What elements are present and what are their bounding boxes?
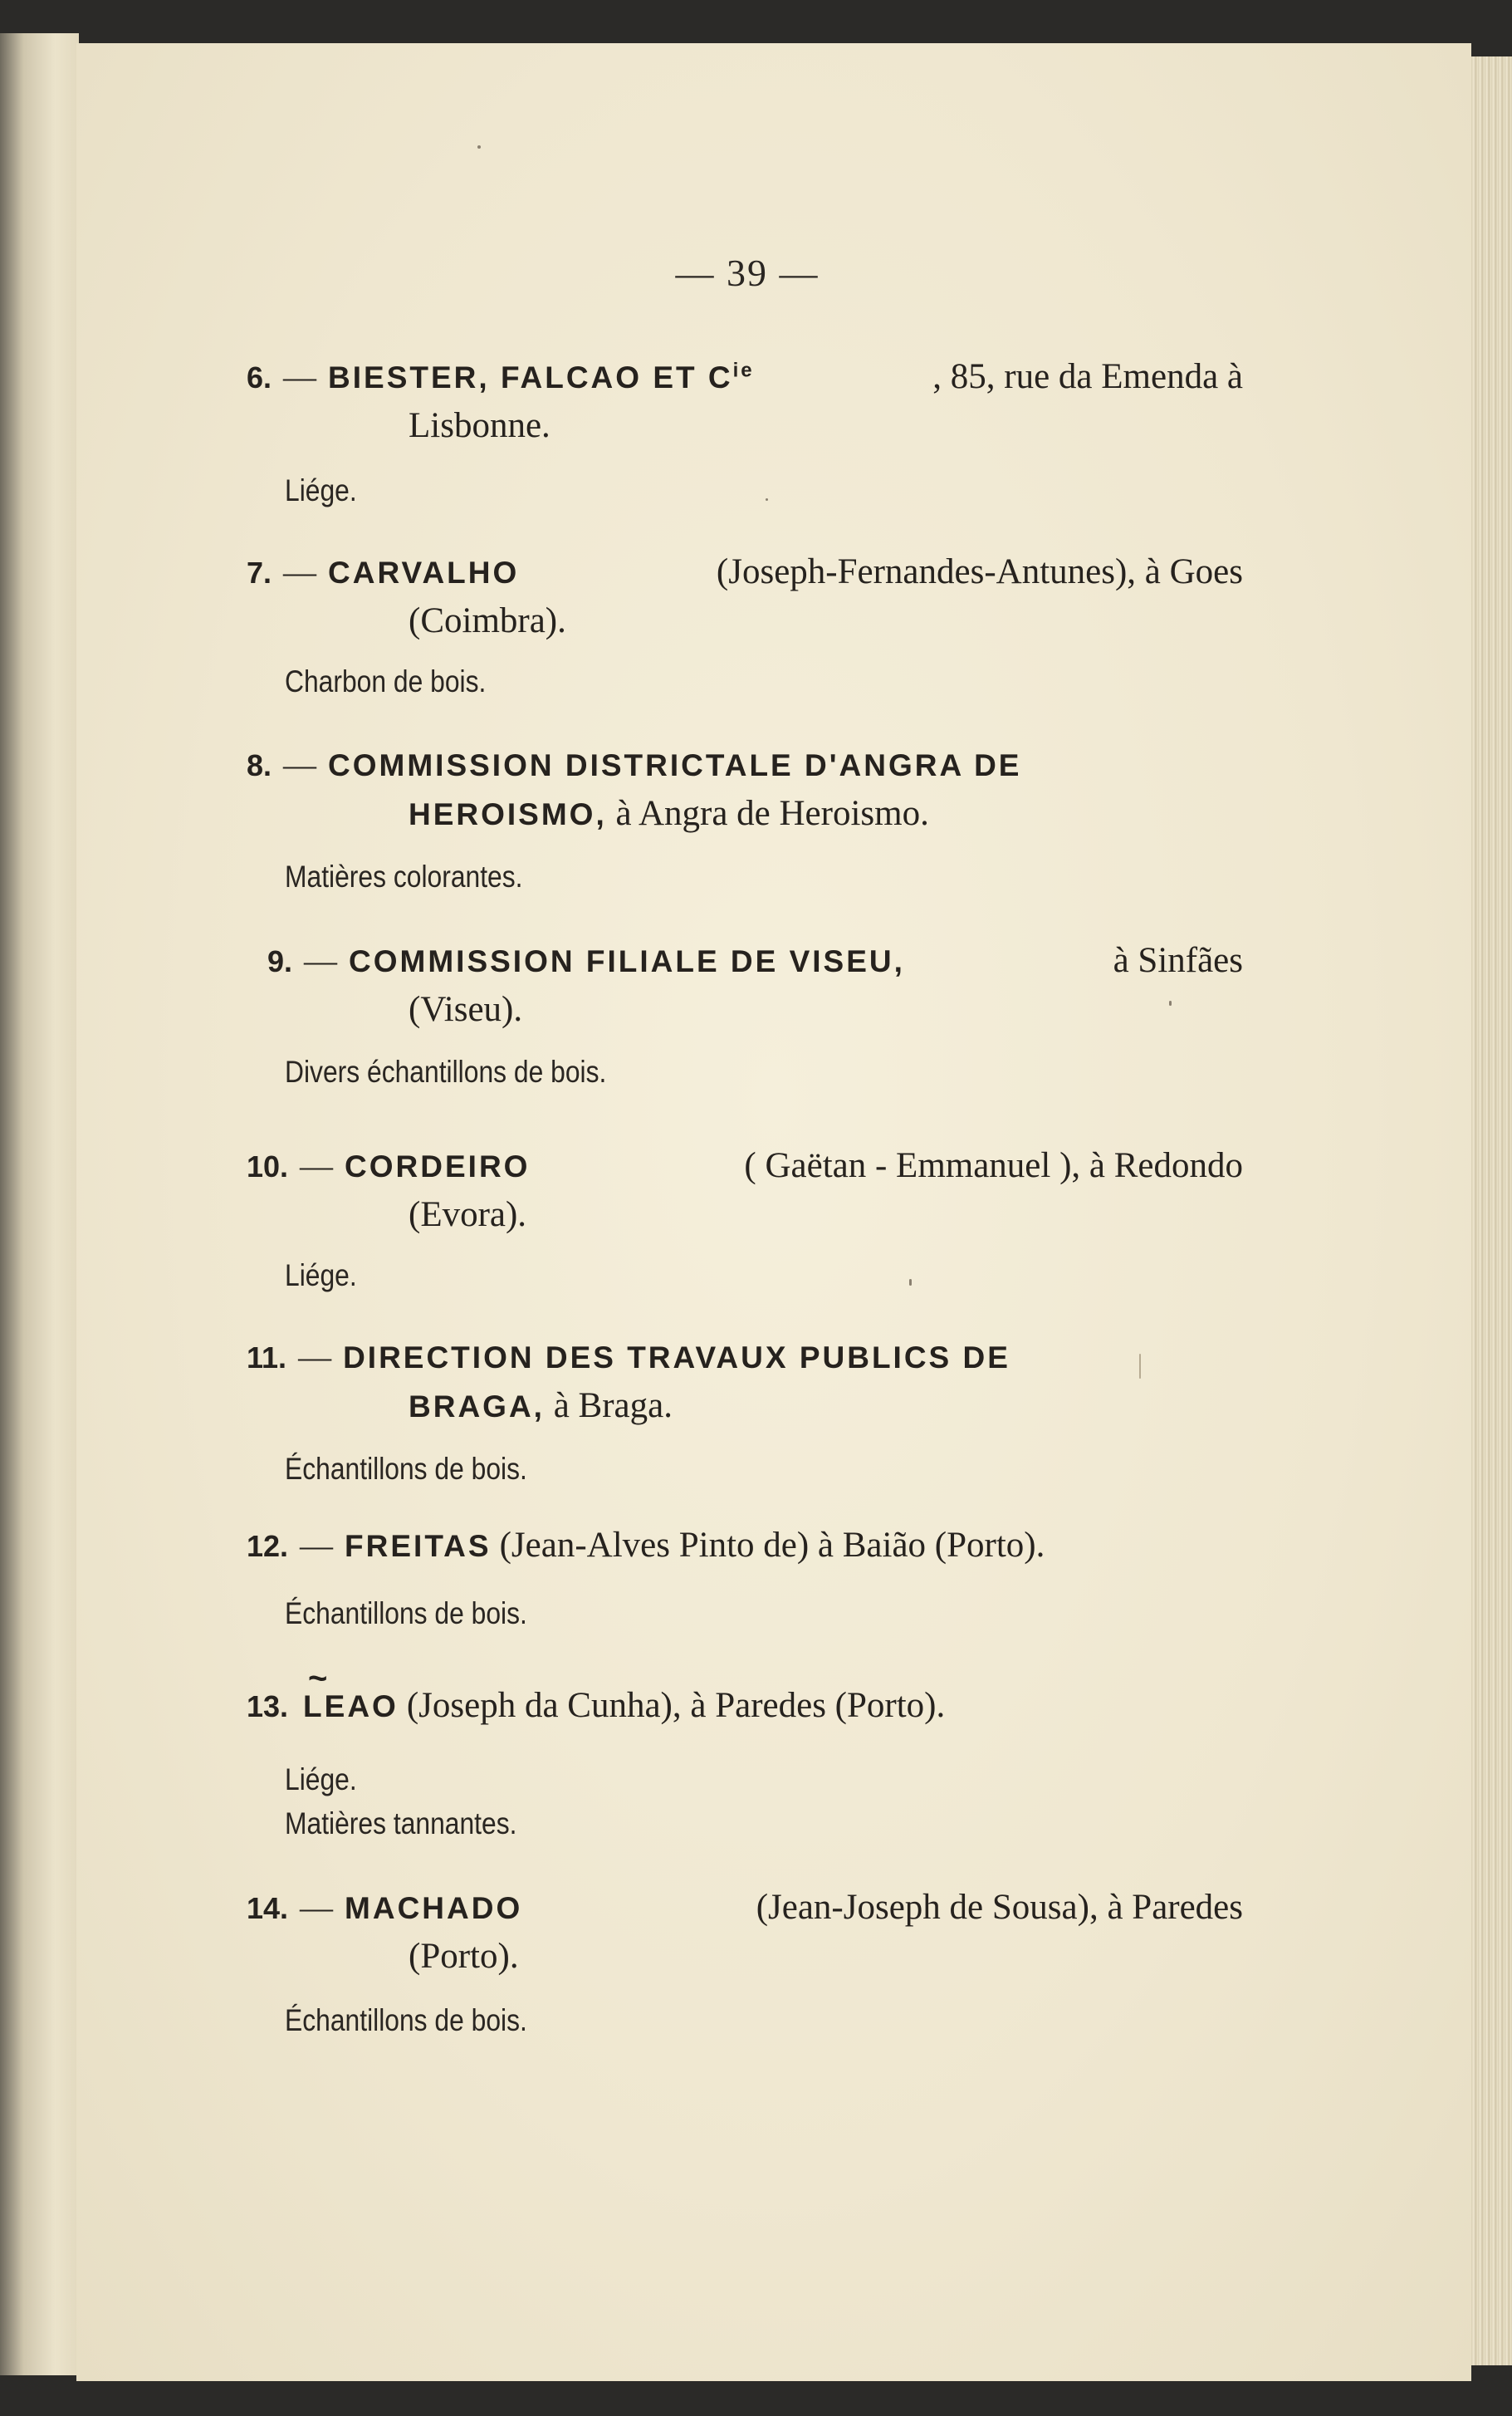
entry-name: BIESTER, FALCAO ET $C^{ie}$	[328, 359, 755, 394]
entry-dash: —	[283, 746, 317, 783]
entry-continuation: à Braga.	[544, 1386, 673, 1425]
entry-name: CARVALHO	[328, 556, 520, 590]
entry-number: 11.	[247, 1340, 287, 1375]
entry-name-continuation: BRAGA,	[409, 1389, 545, 1424]
entry-number: 6.	[247, 360, 272, 394]
entry-12	[247, 1522, 1243, 1571]
entry-number: 12.	[247, 1529, 289, 1563]
entry-note: Échantillons de bois.	[285, 1452, 527, 1486]
paper-speck	[766, 498, 768, 501]
entry-note: Liége.	[285, 1258, 357, 1292]
entry-dash: —	[304, 942, 338, 979]
entry-address: à Sinfães	[1113, 941, 1243, 980]
entry-8	[247, 741, 1243, 839]
entry-7	[247, 548, 1243, 645]
entry-note: Divers échantillons de bois.	[285, 1055, 607, 1089]
entry-name: CORDEIRO	[345, 1149, 531, 1183]
entry-note: Matières tannantes.	[285, 1806, 517, 1840]
entry-14	[247, 1884, 1243, 1981]
entry-number: 7.	[247, 556, 272, 590]
entry-continuation: (Porto).	[409, 1937, 519, 1976]
entry-continuation: (Evora).	[409, 1195, 527, 1234]
entry-name: COMMISSION FILIALE DE VISEU,	[349, 944, 905, 978]
paper-speck	[1139, 1354, 1141, 1379]
entry-address: (Jean-Joseph de Sousa), à Paredes	[756, 1888, 1243, 1927]
entry-number: 8.	[247, 748, 272, 782]
entry-continuation: (Viseu).	[409, 990, 523, 1029]
entry-number: 14.	[247, 1891, 289, 1925]
entry-address: (Joseph-Fernandes-Antunes), à Goes	[716, 552, 1243, 591]
entry-note: Échantillons de bois.	[285, 1596, 527, 1630]
entry-note: Matières colorantes.	[285, 860, 523, 894]
entry-dash: —	[298, 1338, 332, 1375]
entry-note: Liége.	[285, 473, 357, 507]
entry-number: 13.	[247, 1689, 289, 1723]
entry-dash: —	[300, 1147, 334, 1184]
entry-13	[247, 1682, 1243, 1731]
entry-name: FREITAS	[345, 1529, 492, 1563]
paper-speck	[909, 1279, 912, 1286]
page-number: — 39 —	[675, 252, 820, 294]
entry-number: 9.	[267, 944, 293, 978]
entry-number: 10.	[247, 1149, 289, 1183]
paper-speck	[477, 145, 481, 149]
entry-name: MACHADO	[345, 1891, 523, 1925]
entry-9	[267, 937, 1243, 1034]
entry-name: DIRECTION DES TRAVAUX PUBLICS DE	[343, 1340, 1010, 1375]
entry-address: (Jean-Alves Pinto de) à Baião (Porto).	[499, 1526, 1045, 1565]
entry-name: ~ LEAO	[303, 1683, 399, 1731]
entry-6	[247, 353, 1243, 450]
entry-dash: —	[300, 1527, 334, 1564]
entry-address: , 85, rue da Emenda à	[932, 357, 1243, 396]
entry-dash: —	[283, 358, 317, 395]
entry-continuation: (Coimbra).	[409, 601, 566, 640]
entry-11	[247, 1333, 1243, 1431]
paper-speck	[1169, 1001, 1172, 1006]
entry-dash: —	[300, 1889, 334, 1926]
entry-address: (Joseph da Cunha), à Paredes (Porto).	[406, 1686, 946, 1725]
entry-name: COMMISSION DISTRICTALE D'ANGRA DE	[328, 748, 1022, 782]
entry-10	[247, 1142, 1243, 1239]
entry-note: Liége.	[285, 1762, 357, 1796]
entry-note: Charbon de bois.	[285, 664, 487, 698]
entry-dash: —	[283, 553, 317, 591]
entry-continuation: à Angra de Heroismo.	[606, 794, 929, 833]
entry-note: Échantillons de bois.	[285, 2003, 527, 2037]
entry-continuation: Lisbonne.	[409, 406, 550, 445]
entry-name-continuation: HEROISMO,	[409, 797, 607, 831]
entry-address: ( Gaëtan - Emmanuel ), à Redondo	[744, 1146, 1243, 1185]
